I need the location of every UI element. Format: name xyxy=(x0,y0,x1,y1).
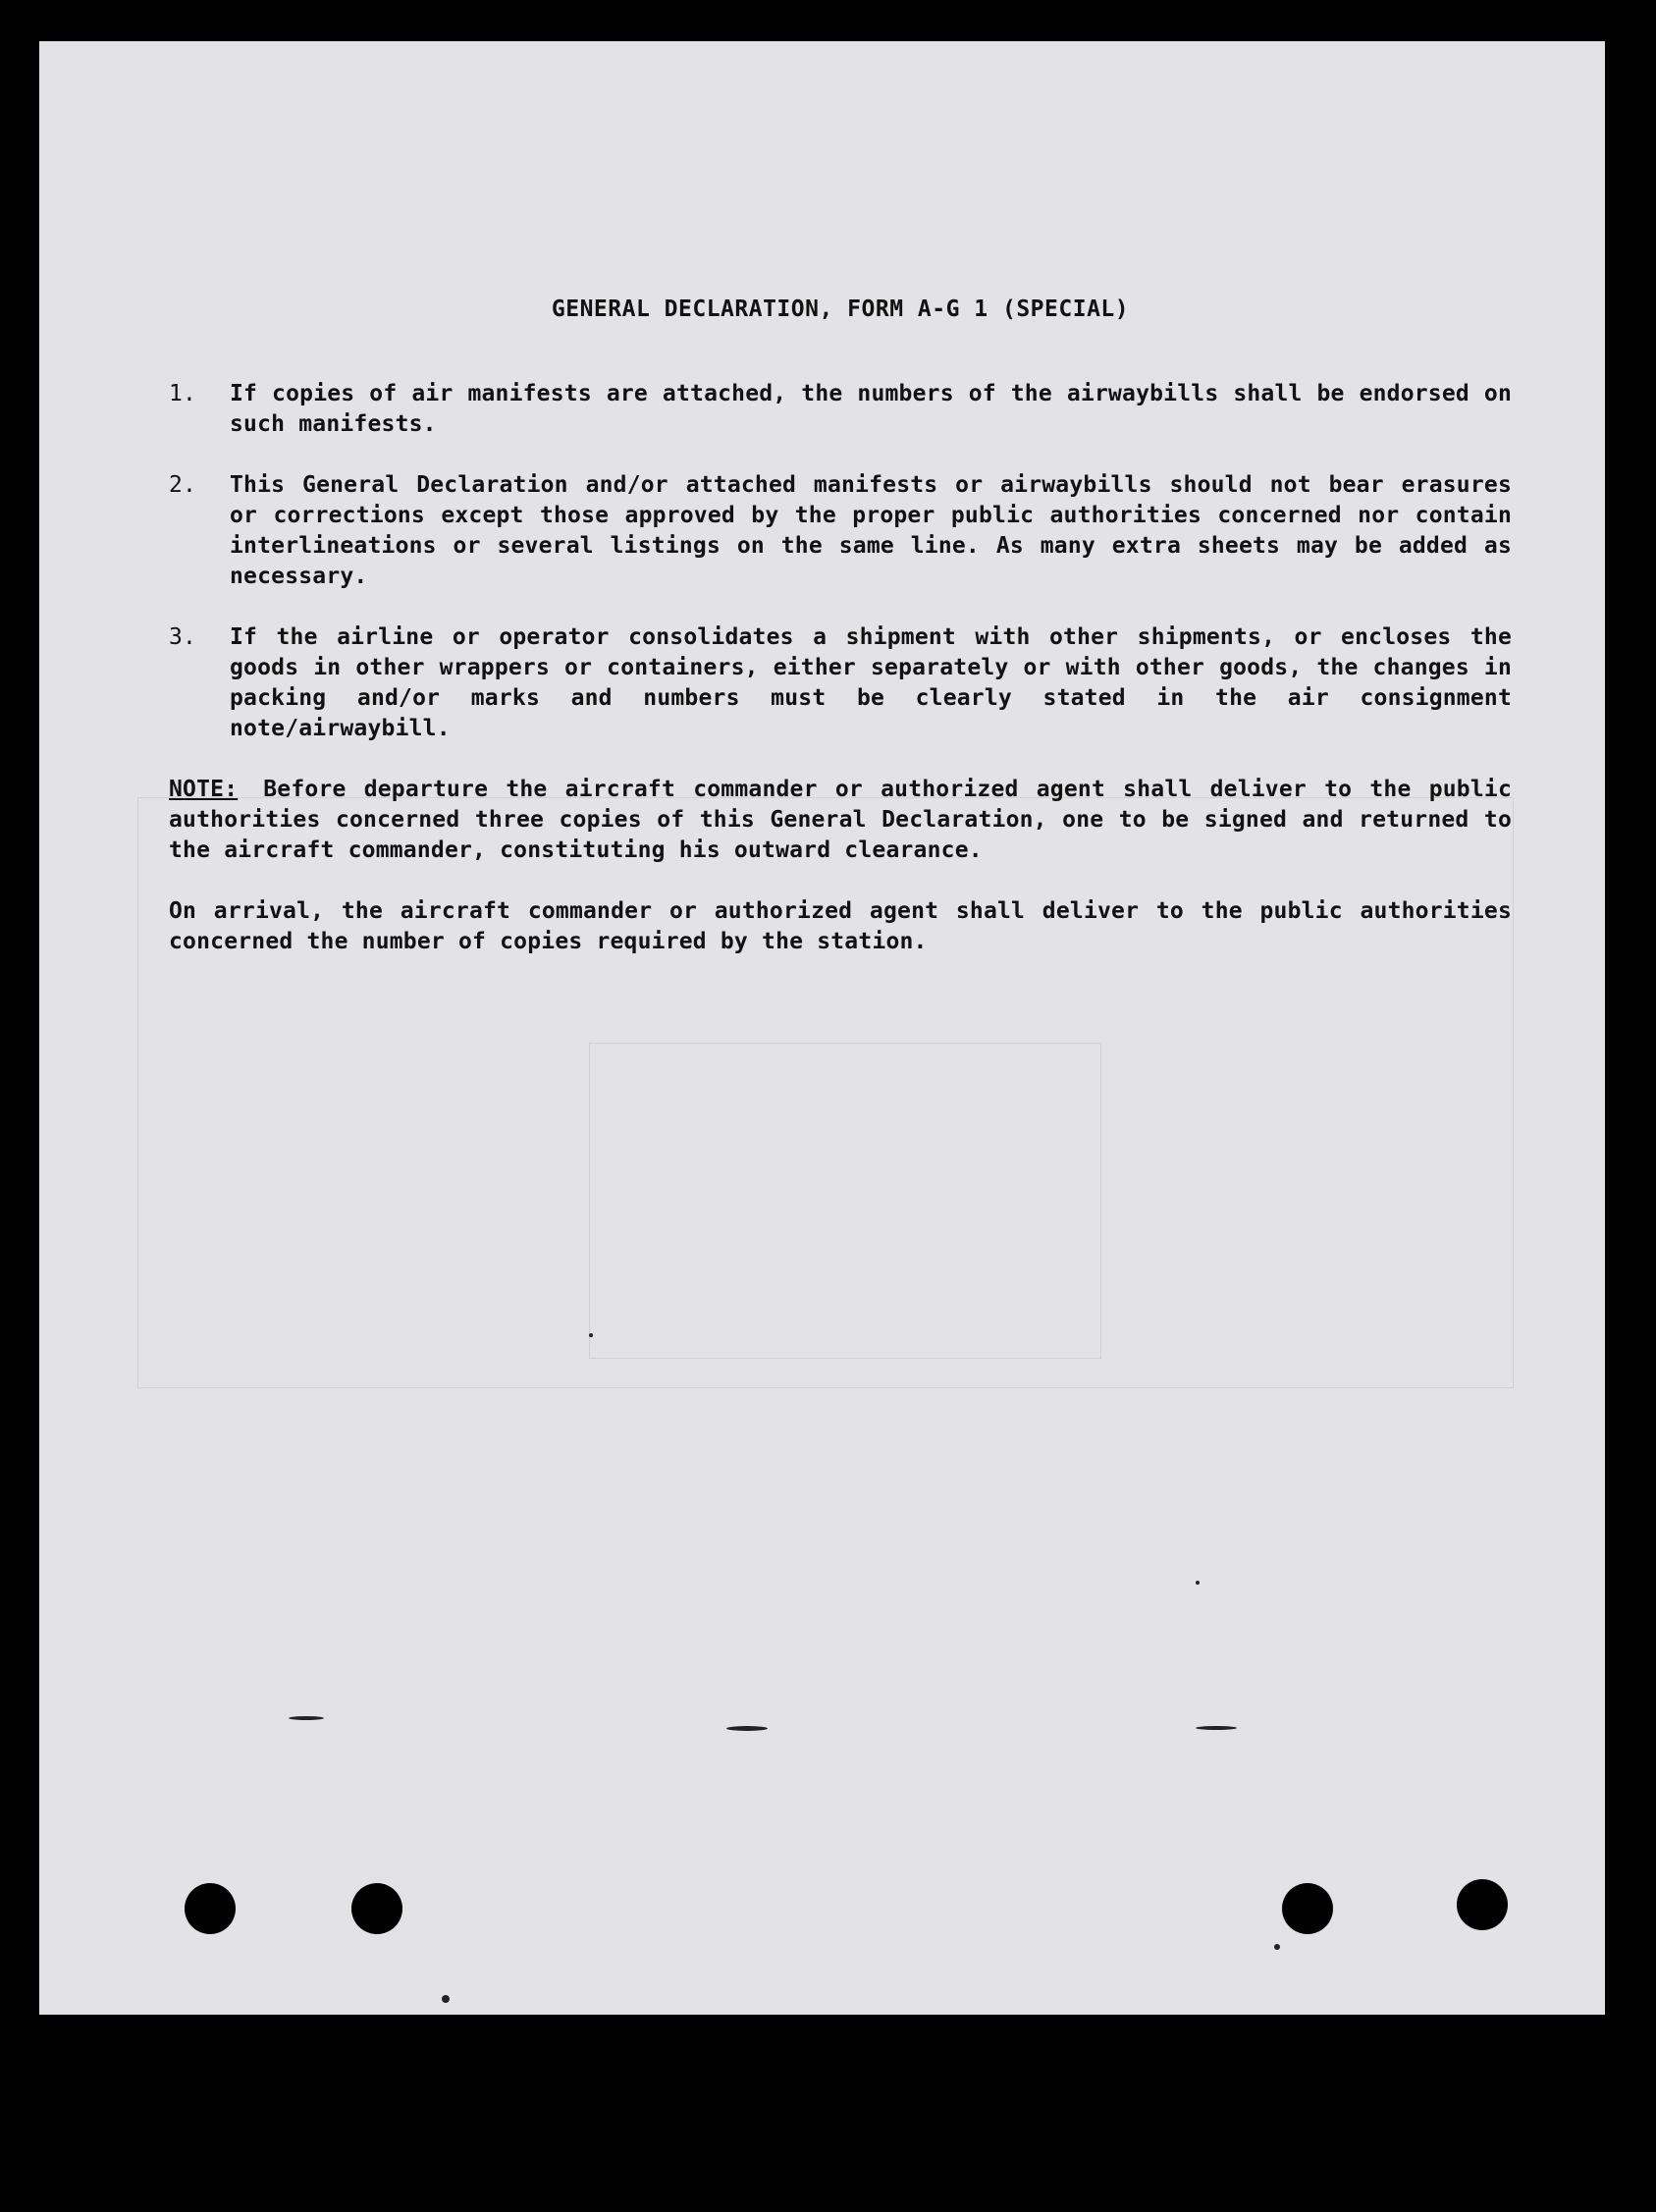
instruction-item xyxy=(169,470,1512,592)
arrival-paragraph: On arrival, the aircraft commander or authorized agent shall deliver to the public authorities concerned the number of copies required by the station. xyxy=(169,898,1512,954)
note-paragraph xyxy=(169,775,1512,866)
item-text: If the airline or operator consolidates a shipment with other shipments, or encloses the goods in other wrappers or containers, either separately or with other goods, the changes in packing and/or marks and numbers must be clearly stated in the air consignment note/airwaybill. xyxy=(230,624,1512,741)
speck-mark xyxy=(726,1726,768,1731)
document-title: GENERAL DECLARATION, FORM A-G 1 (SPECIAL) xyxy=(551,297,1130,322)
punch-hole xyxy=(351,1883,402,1934)
item-number: 1. xyxy=(169,381,197,406)
document-body xyxy=(169,295,1512,957)
item-number: 2. xyxy=(169,472,197,498)
document-page xyxy=(39,41,1605,2015)
item-text: This General Declaration and/or attached manifests or airwaybills should not bear erasures or corrections except those approved by the proper public authorities concerned nor contain interlineations or several listings on the same line. As many extra sheets may be added as necessary. xyxy=(230,472,1512,589)
punch-hole xyxy=(185,1883,236,1934)
speck-mark xyxy=(1274,1944,1280,1950)
note-label: NOTE: xyxy=(169,777,239,802)
speck-mark xyxy=(1196,1726,1237,1730)
note-text: Before departure the aircraft commander or authorized agent shall deliver to the public authorities concerned three copies of this General Declaration, one to be signed and returned to the aircraft commander, constituting his outward clearance. xyxy=(169,777,1512,863)
item-text: If copies of air manifests are attached, the numbers of the airwaybills shall be endorsed on such manifests. xyxy=(230,381,1512,437)
speck-mark xyxy=(1196,1581,1200,1585)
punch-hole xyxy=(1282,1883,1333,1934)
instruction-item xyxy=(169,379,1512,440)
punch-hole xyxy=(1457,1879,1508,1930)
item-number: 3. xyxy=(169,624,197,650)
bleed-through-box xyxy=(589,1043,1101,1359)
speck-mark xyxy=(289,1716,324,1720)
instruction-item xyxy=(169,622,1512,744)
speck-mark xyxy=(589,1333,593,1337)
speck-mark xyxy=(442,1995,450,2003)
